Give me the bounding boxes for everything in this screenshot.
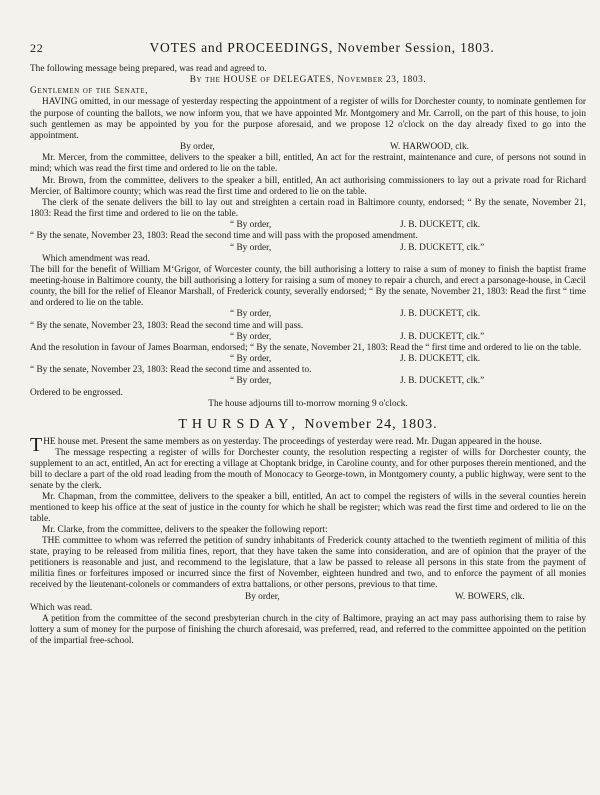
by-order: “ By order, [230,354,272,365]
signatory: J. B. DUCKETT, clk.” [400,376,485,387]
page-number: 22 [30,41,44,55]
message-intro: The following message being prepared, was read and agreed to. [30,64,267,74]
weekday: THURSDAY, [178,416,301,432]
signatory: J. B. DUCKETT, clk.” [400,242,485,253]
drop-cap: T [30,433,43,456]
day-heading [30,417,586,433]
by-order: “ By order, [230,220,272,231]
signatory: W. BOWERS, clk. [455,591,525,602]
message-body: HAVING omitted, in our message of yesterday respecting the appointment of a register of wills for Dorchester county, to nominate gentlemen for the purpose of counting the ballots, we now inform you, that we have appointed Mr. Montgomery and Mr. Carroll, on the part of this house, to join such gentlemen as may be appointed by you for the purpose aforesaid, and we propose 12 o'clock on the day already fixed to go into the appointment. [30,97,586,141]
running-header [30,40,586,56]
signatory: J. B. DUCKETT, clk.” [400,331,485,342]
paragraph-senate-clerk: The clerk of the senate delivers the bill to lay out and streighten a certain road in Baltimore county, endorsed; “ By the senate, November 21, 1803: Read the first time and ordered to lie on the table. [30,197,586,220]
running-title: VOTES and PROCEEDINGS, November Session, 1803. [149,40,495,55]
senate-endorsement-1: “ By the senate, November 23, 1803: Read the second time and will pass with the proposed amendment. [30,231,418,242]
document-page [30,40,586,647]
house-met-text: HE house met. Present the same members as on yesterday. The proceedings of yesterday were read. Mr. Dugan appeared in the house. [43,436,542,447]
paragraph-clarke: Mr. Clarke, from the committee, delivers to the speaker the following report: [42,525,328,536]
paragraph-mercer: Mr. Mercer, from the committee, delivers to the speaker a bill, entitled, An act for the restraint, maintenance and cure, of persons not sound in mind; which was read the first time and ordered to lie on the table. [30,153,586,175]
signatory: W. HARWOOD, clk. [390,142,469,153]
paragraph-presbyterian-petition: A petition from the committee of the second presbyterian church in the city of Baltimore, praying an act may pass authorising them to raise by lottery a sum of money for the purpose of finishing the church aforesaid, was preferred, read, and referred to the committee appointed on the petition of the impartial free-school. [30,613,586,646]
signatory: J. B. DUCKETT, clk. [400,220,481,231]
paragraph-boarman: And the resolution in favour of James Boarman, endorsed; “ By the senate, November 21, 1803: Read the “ first time and ordered to lie on the table. [30,342,582,353]
signatory: J. B. DUCKETT, clk. [400,309,481,320]
signature-duckett-1 [30,220,586,231]
day-date: November 24, 1803. [304,416,438,432]
paragraph-mcgrigor-bills: The bill for the benefit of William M‘Grigor, of Worcester county, the bill authorising a lottery to raise a sum of money to finish the baptist frame meeting-house in Baltimore county, the bill authorising a lottery for raising a sum of money to repair a church, and erect a parsonage-house, in Cæcil county, the bill for the relief of Eleanor Marshall, of Frederick county, severally endorsed; “ By the senate, November 21, 1803: Read the first “ time and ordered to lie on the table. [30,264,586,309]
paragraph-read: Which was read. [30,602,93,613]
by-order: By order, [180,142,215,153]
proceedings-november-24 [30,433,586,647]
by-order: By order, [245,591,280,602]
committee-report: THE committee to whom was referred the petition of sundry inhabitants of Frederick county attached to the twentieth regiment of militia of this state, praying to be released from militia fines, report, that they have taken the same into consideration, and are of opinion that the prayer of the petitioners is reasonable and just, and recommend to the legislature, that a law be passed to release all persons in this state from the payment of militia fines or forfeitures imposed or incurred since the first of November, eighteen hundred and two, and to enforce the payment of all monies received by the lieutenant-colonels or commanders of extra battalions, or other persons, previous to that time. [30,536,586,591]
signature-duckett-6 [30,376,586,387]
paragraph-message-sent: The message respecting a register of wills for Dorchester county, the resolution respecting a register of wills for Dorchester county, the supplement to an act, entitled, An act for erecting a village at Choptank bridge, in Caroline county, and for other purposes therein mentioned, and the bill to declare a part of the old road leading from the mouth of Monocacy to George-town, in Montgomery county, a public highway, were sent to the senate by the clerk. [30,447,586,492]
signature-bowers [30,592,586,603]
signatory: J. B. DUCKETT, clk. [400,354,481,365]
paragraph-chapman: Mr. Chapman, from the committee, delivers to the speaker a bill, entitled, An act to compel the registers of wills in the several counties herein mentioned to keep his office at the seat of justice in the county for which he shall be register; which was read the first time and ordered to lie on the table. [30,492,586,525]
signature-harwood [30,142,586,153]
signature-duckett-5 [30,354,586,365]
signature-duckett-4 [30,332,586,343]
house-of-delegates-line: By the HOUSE of DELEGATES, November 23, 1803. [189,75,427,86]
senate-endorsement-2: “ By the senate, November 23, 1803: Read the second time and will pass. [30,320,304,331]
by-order: “ By order, [230,331,272,342]
adjournment: The house adjourns till to-morrow morning 9 o'clock. [208,398,408,409]
paragraph-engrossed: Ordered to be engrossed. [30,387,123,398]
paragraph-amendment: Which amendment was read. [42,253,150,264]
by-order: “ By order, [230,309,272,320]
by-order: “ By order, [230,242,272,253]
paragraph-brown: Mr. Brown, from the committee, delivers to the speaker a bill, entitled, An act authorising commissioners to lay out a private road for Richard Mercier, of Baltimore county; which was read the first time and ordered to lie on the table. [30,175,586,197]
senate-endorsement-3: “ By the senate, November 23, 1803: Read the second time and assented to. [30,365,312,376]
paragraph-house-met [30,433,586,456]
signature-duckett-2 [30,243,586,254]
signature-duckett-3 [30,309,586,320]
by-order: “ By order, [230,376,272,387]
proceedings-november-23 [30,64,586,410]
salutation: Gentlemen of the Senate, [30,86,149,97]
